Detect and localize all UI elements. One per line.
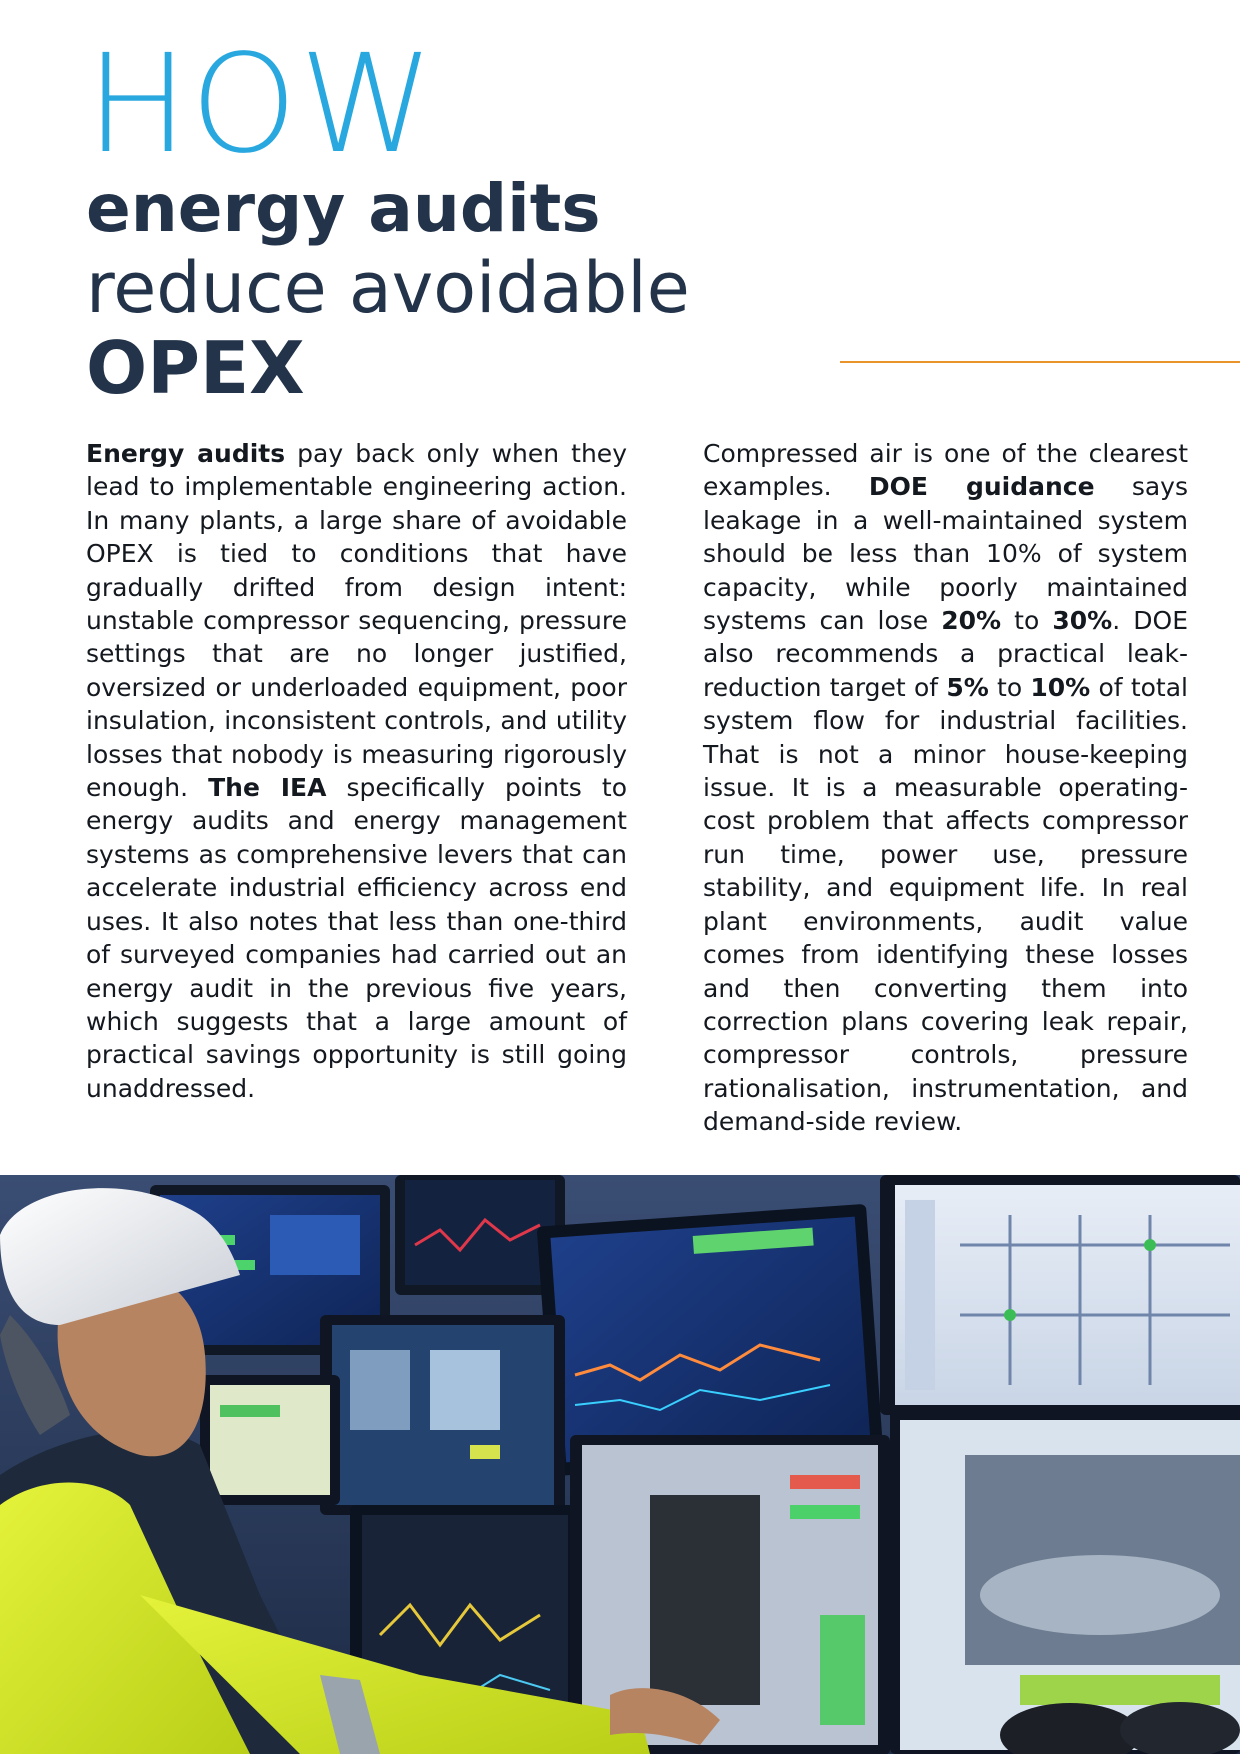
- right-text-2: says leakage in a well-maintained system should be less than 10% of system capacity, while poorly maintained systems can lose: [703, 472, 1188, 636]
- body-column-left: [86, 437, 627, 1105]
- monitor-camera-right: [890, 1405, 1240, 1754]
- bold-30-percent: 30%: [1052, 606, 1113, 636]
- control-room-illustration: [0, 1175, 1240, 1754]
- right-text-5: to: [988, 672, 1031, 702]
- headline: [86, 26, 690, 410]
- bold-5-percent: 5%: [946, 672, 989, 702]
- monitor-process-left: [320, 1315, 565, 1515]
- accent-divider: [840, 361, 1240, 363]
- headline-how: HOW: [86, 26, 436, 184]
- bold-energy-audits: Energy audits: [86, 439, 286, 468]
- monitor-lower-left: [200, 1375, 340, 1505]
- headline-energy-audits: energy audits: [86, 170, 601, 247]
- bold-the-iea: The IEA: [208, 773, 327, 803]
- headline-reduce-avoidable: reduce avoidable: [86, 247, 690, 329]
- body-column-right: [703, 437, 1188, 1139]
- bold-10-percent: 10%: [1030, 672, 1091, 702]
- bold-doe-guidance: DOE guidance: [868, 472, 1095, 502]
- right-text-3: to: [1001, 606, 1053, 636]
- left-text-2: specifically points to energy audits and energy management systems as comprehensive levers that can accelerate industrial efficiency across end uses. It also notes that less than one-third of surveyed companies had carried out an energy audit in the previous five years, which suggests that a large amount of practical savings opportunity is still going unaddressed.: [86, 773, 627, 1103]
- control-room-photo: [0, 1175, 1240, 1754]
- right-text-6: of total system flow for industrial facilities. That is not a minor house-keeping issue. It is a measurable operating-cost problem that affects compressor run time, power use, pressure stability, and equipment life. In real plant environments, audit value comes from identifying these losses and then converting them into correction plans covering leak repair, compressor controls, pressure rationalisation, instrumentation, and demand-side review.: [703, 672, 1188, 1137]
- right-text-4: . DOE also recommends a practical leak-reduction target of: [703, 606, 1188, 702]
- bold-20-percent: 20%: [941, 606, 1002, 636]
- right-text-1: Compressed air is one of the clearest examples.: [703, 439, 1188, 502]
- monitor-schematic-right: [880, 1175, 1240, 1415]
- left-text-1: pay back only when they lead to implementable engineering action. In many plants, a large share of avoidable OPEX is tied to conditions that have gradually drifted from design intent: unstable compressor sequencing, pressure settings that are no longer justified, oversized or underloaded equipment, poor insulation, inconsistent controls, and utility losses that nobody is measuring rigorously enough.: [86, 439, 627, 803]
- headline-opex: OPEX: [86, 326, 305, 410]
